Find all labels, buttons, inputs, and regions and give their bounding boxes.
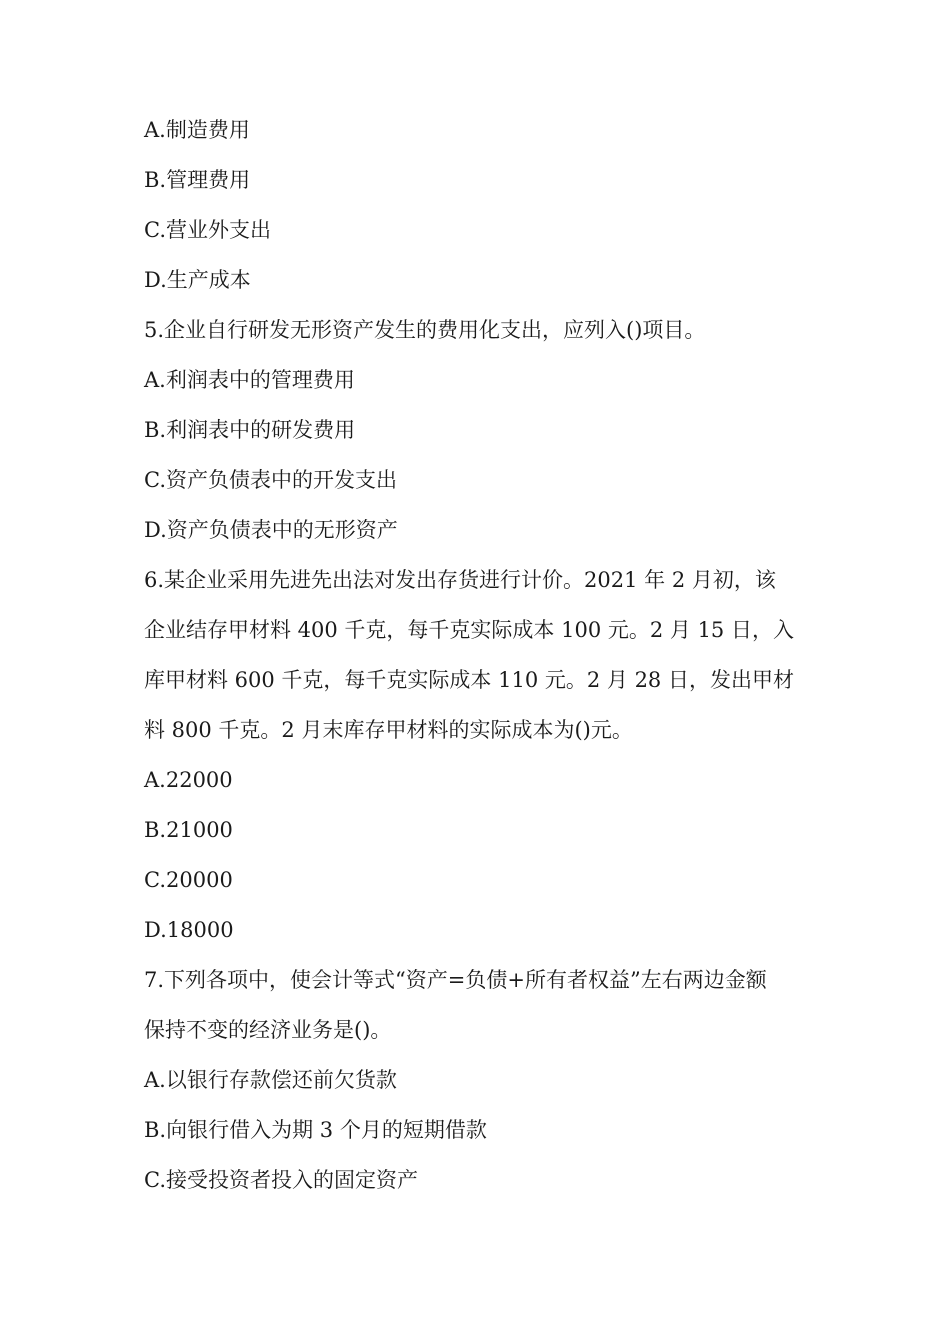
q6-stem-line-1: 6.某企业采用先进先出法对发出存货进行计价。2021 年 2 月初，该 — [144, 568, 776, 592]
q6-stem-line-3: 库甲材料 600 千克，每千克实际成本 110 元。2 月 28 日，发出甲材 — [144, 668, 794, 692]
q4-option-c: C.营业外支出 — [144, 218, 271, 242]
q6-stem-line-4: 料 800 千克。2 月末库存甲材料的实际成本为()元。 — [144, 718, 633, 742]
document-page — [144, 118, 806, 1218]
q4-option-d: D.生产成本 — [144, 268, 251, 292]
q6-option-a: A.22000 — [144, 768, 233, 792]
q5-option-b: B.利润表中的研发费用 — [144, 418, 356, 442]
q6-option-d: D.18000 — [144, 918, 234, 942]
q7-option-a: A.以银行存款偿还前欠货款 — [144, 1068, 397, 1092]
q5-option-a: A.利润表中的管理费用 — [144, 368, 355, 392]
q7-option-c: C.接受投资者投入的固定资产 — [144, 1168, 418, 1192]
q7-option-b: B.向银行借入为期 3 个月的短期借款 — [144, 1118, 487, 1142]
q6-option-c: C.20000 — [144, 868, 233, 892]
q4-option-b: B.管理费用 — [144, 168, 251, 192]
q7-stem-line-2: 保持不变的经济业务是()。 — [144, 1018, 392, 1042]
q7-stem-line-1: 7.下列各项中，使会计等式“资产=负债+所有者权益”左右两边金额 — [144, 968, 767, 992]
q5-option-d: D.资产负债表中的无形资产 — [144, 518, 398, 542]
q6-option-b: B.21000 — [144, 818, 233, 842]
q5-option-c: C.资产负债表中的开发支出 — [144, 468, 397, 492]
q5-stem: 5.企业自行研发无形资产发生的费用化支出，应列入()项目。 — [144, 318, 706, 342]
q4-option-a: A.制造费用 — [144, 118, 250, 142]
q6-stem-line-2: 企业结存甲材料 400 千克，每千克实际成本 100 元。2 月 15 日，入 — [144, 618, 794, 642]
